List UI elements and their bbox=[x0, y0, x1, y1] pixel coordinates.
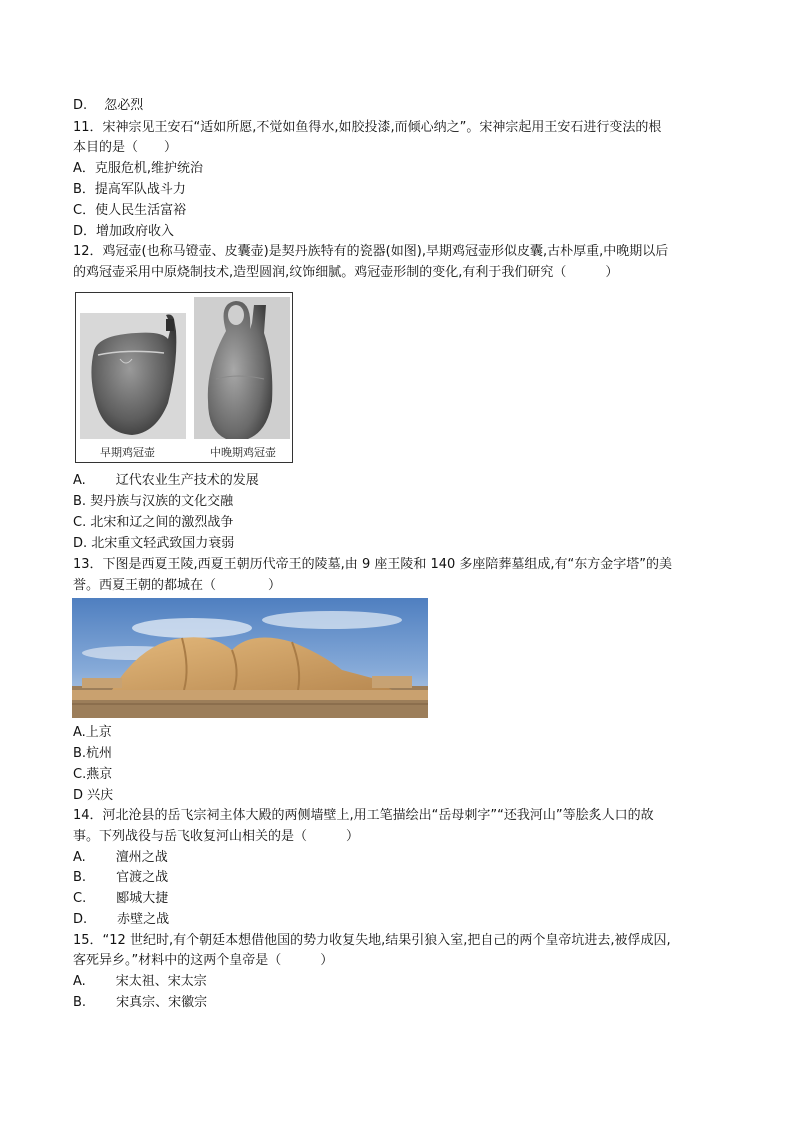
xixia-mausoleum-photo bbox=[72, 598, 428, 718]
q14-option-d-text: 赤壁之战 bbox=[117, 912, 170, 927]
q12-option-b: B. 契丹族与汉族的文化交融 bbox=[73, 494, 234, 509]
q15-option-b-text: 宋真宗、宋徽宗 bbox=[116, 995, 208, 1010]
q14-option-b bbox=[73, 868, 168, 888]
jiguan-pot-figure bbox=[75, 292, 293, 463]
q12-option-a bbox=[73, 471, 259, 491]
q14-option-a-key: A. bbox=[73, 850, 86, 865]
q13-option-b: B.杭州 bbox=[73, 746, 113, 761]
jiguan-pot-illustration bbox=[76, 293, 292, 462]
q12-option-c: C. 北宋和辽之间的激烈战争 bbox=[73, 515, 234, 530]
q11-option-c: C．使人民生活富裕 bbox=[73, 203, 187, 218]
q11-stem-line2: 本目的是（ ） bbox=[73, 140, 178, 155]
q11-option-a: A．克服危机,维护统治 bbox=[73, 161, 204, 176]
early-pot-caption: 早期鸡冠壶 bbox=[100, 446, 155, 459]
q11-option-d: D．增加政府收入 bbox=[73, 224, 175, 239]
q13-stem-line1: 13．下图是西夏王陵,西夏王朝历代帝王的陵墓,由 9 座王陵和 140 多座陪葬墓组成,有“东方金字塔”的美 bbox=[73, 557, 673, 572]
q12-option-a-key: A. bbox=[73, 473, 86, 488]
q12-option-a-text: 辽代农业生产技术的发展 bbox=[115, 473, 259, 488]
q14-stem-line2: 事。下列战役与岳飞收复河山相关的是（ ） bbox=[73, 829, 360, 844]
q15-option-a-text: 宋太祖、宋太宗 bbox=[115, 974, 207, 989]
q14-option-c-text: 郾城大捷 bbox=[116, 891, 169, 906]
q14-option-d-key: D. bbox=[73, 912, 88, 927]
q11-option-b: B．提高军队战斗力 bbox=[73, 182, 186, 197]
q12-stem-line1: 12．鸡冠壶(也称马镫壶、皮囊壶)是契丹族特有的瓷器(如图),早期鸡冠壶形似皮囊,古朴厚重,中晚期以后 bbox=[73, 244, 669, 259]
late-pot-caption: 中晚期鸡冠壶 bbox=[210, 446, 276, 459]
q14-option-b-text: 官渡之战 bbox=[116, 870, 169, 885]
q15-option-a-key: A. bbox=[73, 974, 86, 989]
q14-option-a-text: 澶州之战 bbox=[115, 850, 168, 865]
q15-option-a bbox=[73, 972, 207, 992]
q15-stem-line2: 客死异乡。”材料中的这两个皇帝是（ ） bbox=[73, 953, 334, 968]
q12-option-d: D. 北宋重文轻武致国力衰弱 bbox=[73, 536, 235, 551]
q14-option-b-key: B. bbox=[73, 870, 87, 885]
q15-option-b-key: B. bbox=[73, 995, 87, 1010]
q12-stem-line2: 的鸡冠壶采用中原烧制技术,造型圆润,纹饰细腻。鸡冠壶形制的变化,有利于我们研究（ ） bbox=[73, 265, 619, 280]
q14-option-c bbox=[73, 889, 168, 909]
q14-stem-line1: 14．河北沧县的岳飞宗祠主体大殿的两侧墙壁上,用工笔描绘出“岳母刺字”“还我河山”等脍炙人口的故 bbox=[73, 808, 654, 823]
q14-option-c-key: C. bbox=[73, 891, 87, 906]
q13-stem-line2: 誉。西夏王朝的都城在（ ） bbox=[73, 578, 282, 593]
q14-option-d bbox=[73, 910, 169, 930]
q10-option-d: D. 忽必烈 bbox=[73, 98, 144, 113]
q14-option-a bbox=[73, 848, 168, 868]
q13-option-c: C.燕京 bbox=[73, 767, 113, 782]
q13-option-a: A.上京 bbox=[73, 725, 112, 740]
q15-option-b bbox=[73, 993, 207, 1013]
q13-option-d: D 兴庆 bbox=[73, 788, 114, 803]
q15-stem-line1: 15．“12 世纪时,有个朝廷本想借他国的势力收复失地,结果引狼入室,把自己的两个皇帝坑进去,被俘成囚, bbox=[73, 933, 671, 948]
q11-stem-line1: 11．宋神宗见王安石“适如所愿,不觉如鱼得水,如胶投漆,而倾心纳之”。宋神宗起用王安石进行变法的根 bbox=[73, 120, 662, 135]
